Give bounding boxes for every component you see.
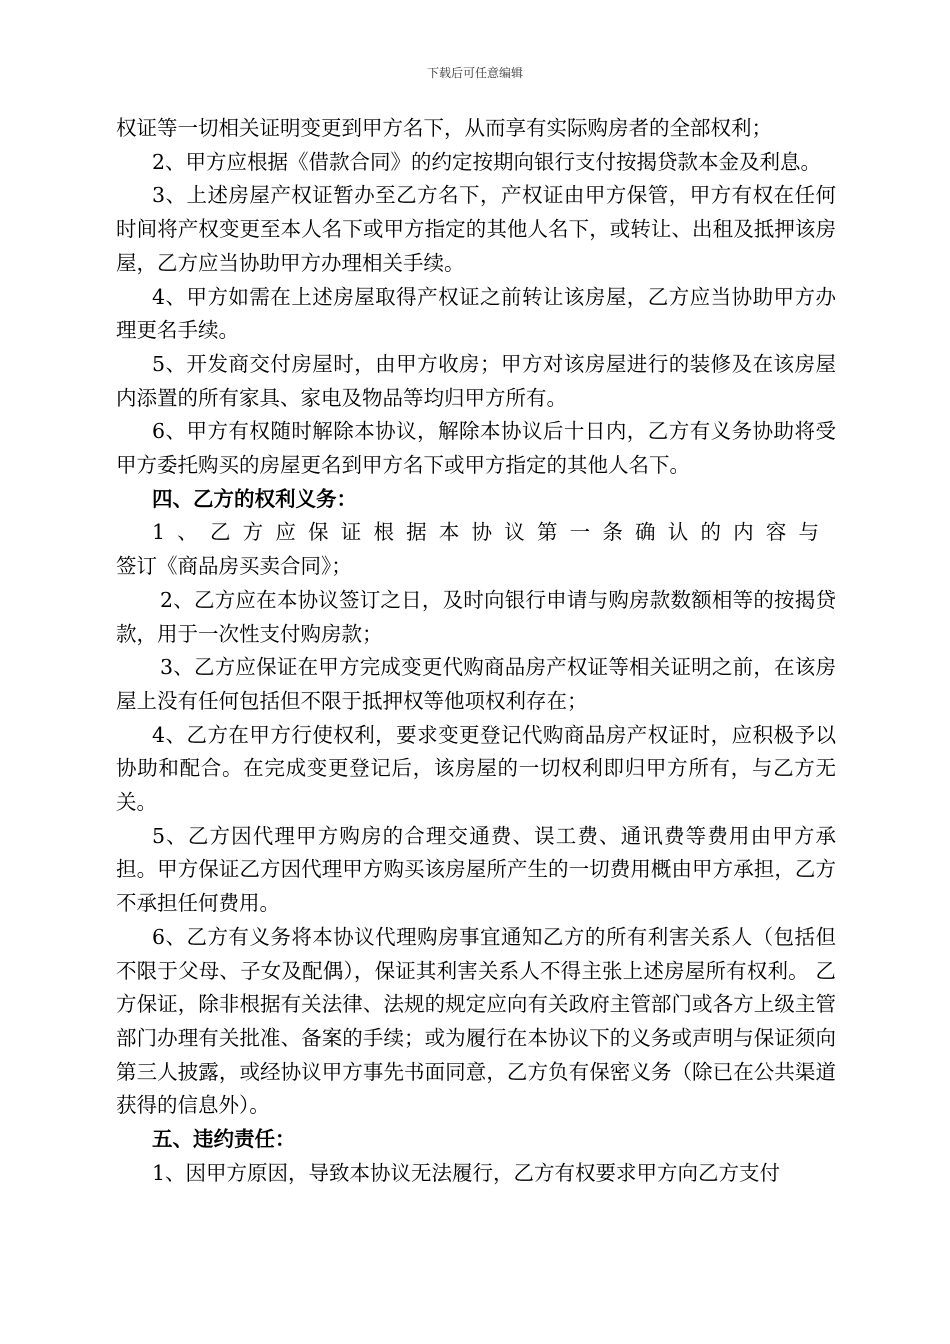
section3-item3: 3、上述房屋产权证暂办至乙方名下，产权证由甲方保管，甲方有权在任何时间将产权变更至本人名下或甲方指定的其他人名下，或转让、出租及抵押该房屋，乙方应当协助甲方办理相关手续。	[116, 183, 836, 275]
section5-heading: 五、违约责任：	[152, 1127, 296, 1152]
section4-item1-line1: 1、乙方应保证根据本协议第一条确认的内容与	[152, 520, 832, 545]
section3-item2: 2、甲方应根据《借款合同》的约定按期向银行支付按揭贷款本金及利息。	[152, 149, 822, 174]
section3-item4: 4、甲方如需在上述房屋取得产权证之前转让该房屋，乙方应当协助甲方办理更名手续。	[116, 284, 836, 343]
section4-item2: 2、乙方应在本协议签订之日，及时向银行申请与购房款数额相等的按揭贷款，用于一次性支付购房款；	[116, 587, 836, 646]
document-body	[116, 112, 836, 1191]
section4-heading: 四、乙方的权利义务：	[152, 486, 357, 511]
section3-item6: 6、甲方有权随时解除本协议，解除本协议后十日内，乙方有义务协助将受甲方委托购买的房屋更名到甲方名下或甲方指定的其他人名下。	[116, 419, 836, 478]
section3-item5: 5、开发商交付房屋时，由甲方收房；甲方对该房屋进行的装修及在该房屋内添置的所有家具、家电及物品等均归甲方所有。	[116, 351, 836, 410]
section5-item1: 1、因甲方原因，导致本协议无法履行，乙方有权要求甲方向乙方支付	[152, 1160, 781, 1185]
page-header: 下载后可任意编辑	[426, 66, 523, 80]
paragraph-continuation: 权证等一切相关证明变更到甲方名下，从而享有实际购房者的全部权利；	[116, 116, 772, 140]
section4-item5: 5、乙方因代理甲方购房的合理交通费、误工费、通讯费等费用由甲方承担。甲方保证乙方因代理甲方购买该房屋所产生的一切费用概由甲方承担，乙方不承担任何费用。	[116, 823, 836, 916]
section4-item3: 3、乙方应保证在甲方完成变更代购商品房产权证等相关证明之前，在该房屋上没有任何包括但不限于抵押权等他项权利存在；	[116, 655, 836, 713]
section4-item6: 6、乙方有义务将本协议代理购房事宜通知乙方的所有利害关系人（包括但不限于父母、子女及配偶），保证其利害关系人不得主张上述房屋所有权利。 乙方保证，除非根据有关法律、法规的规定应向有关政府主管部门或各方上级主管部门办理有关批准、备案的手续；或为履行在本协议下的义务或声明与保证须向第三人披露，或经协议甲方事先书面同意，乙方负有保密义务（除已在公共渠道获得的信息外）。	[116, 924, 836, 1118]
section4-item1-line2: 签订《商品房买卖合同》；	[116, 554, 352, 579]
section4-item4: 4、乙方在甲方行使权利，要求变更登记代购商品房产权证时，应积极予以协助和配合。在完成变更登记后，该房屋的一切权利即归甲方所有，与乙方无关。	[116, 722, 836, 815]
